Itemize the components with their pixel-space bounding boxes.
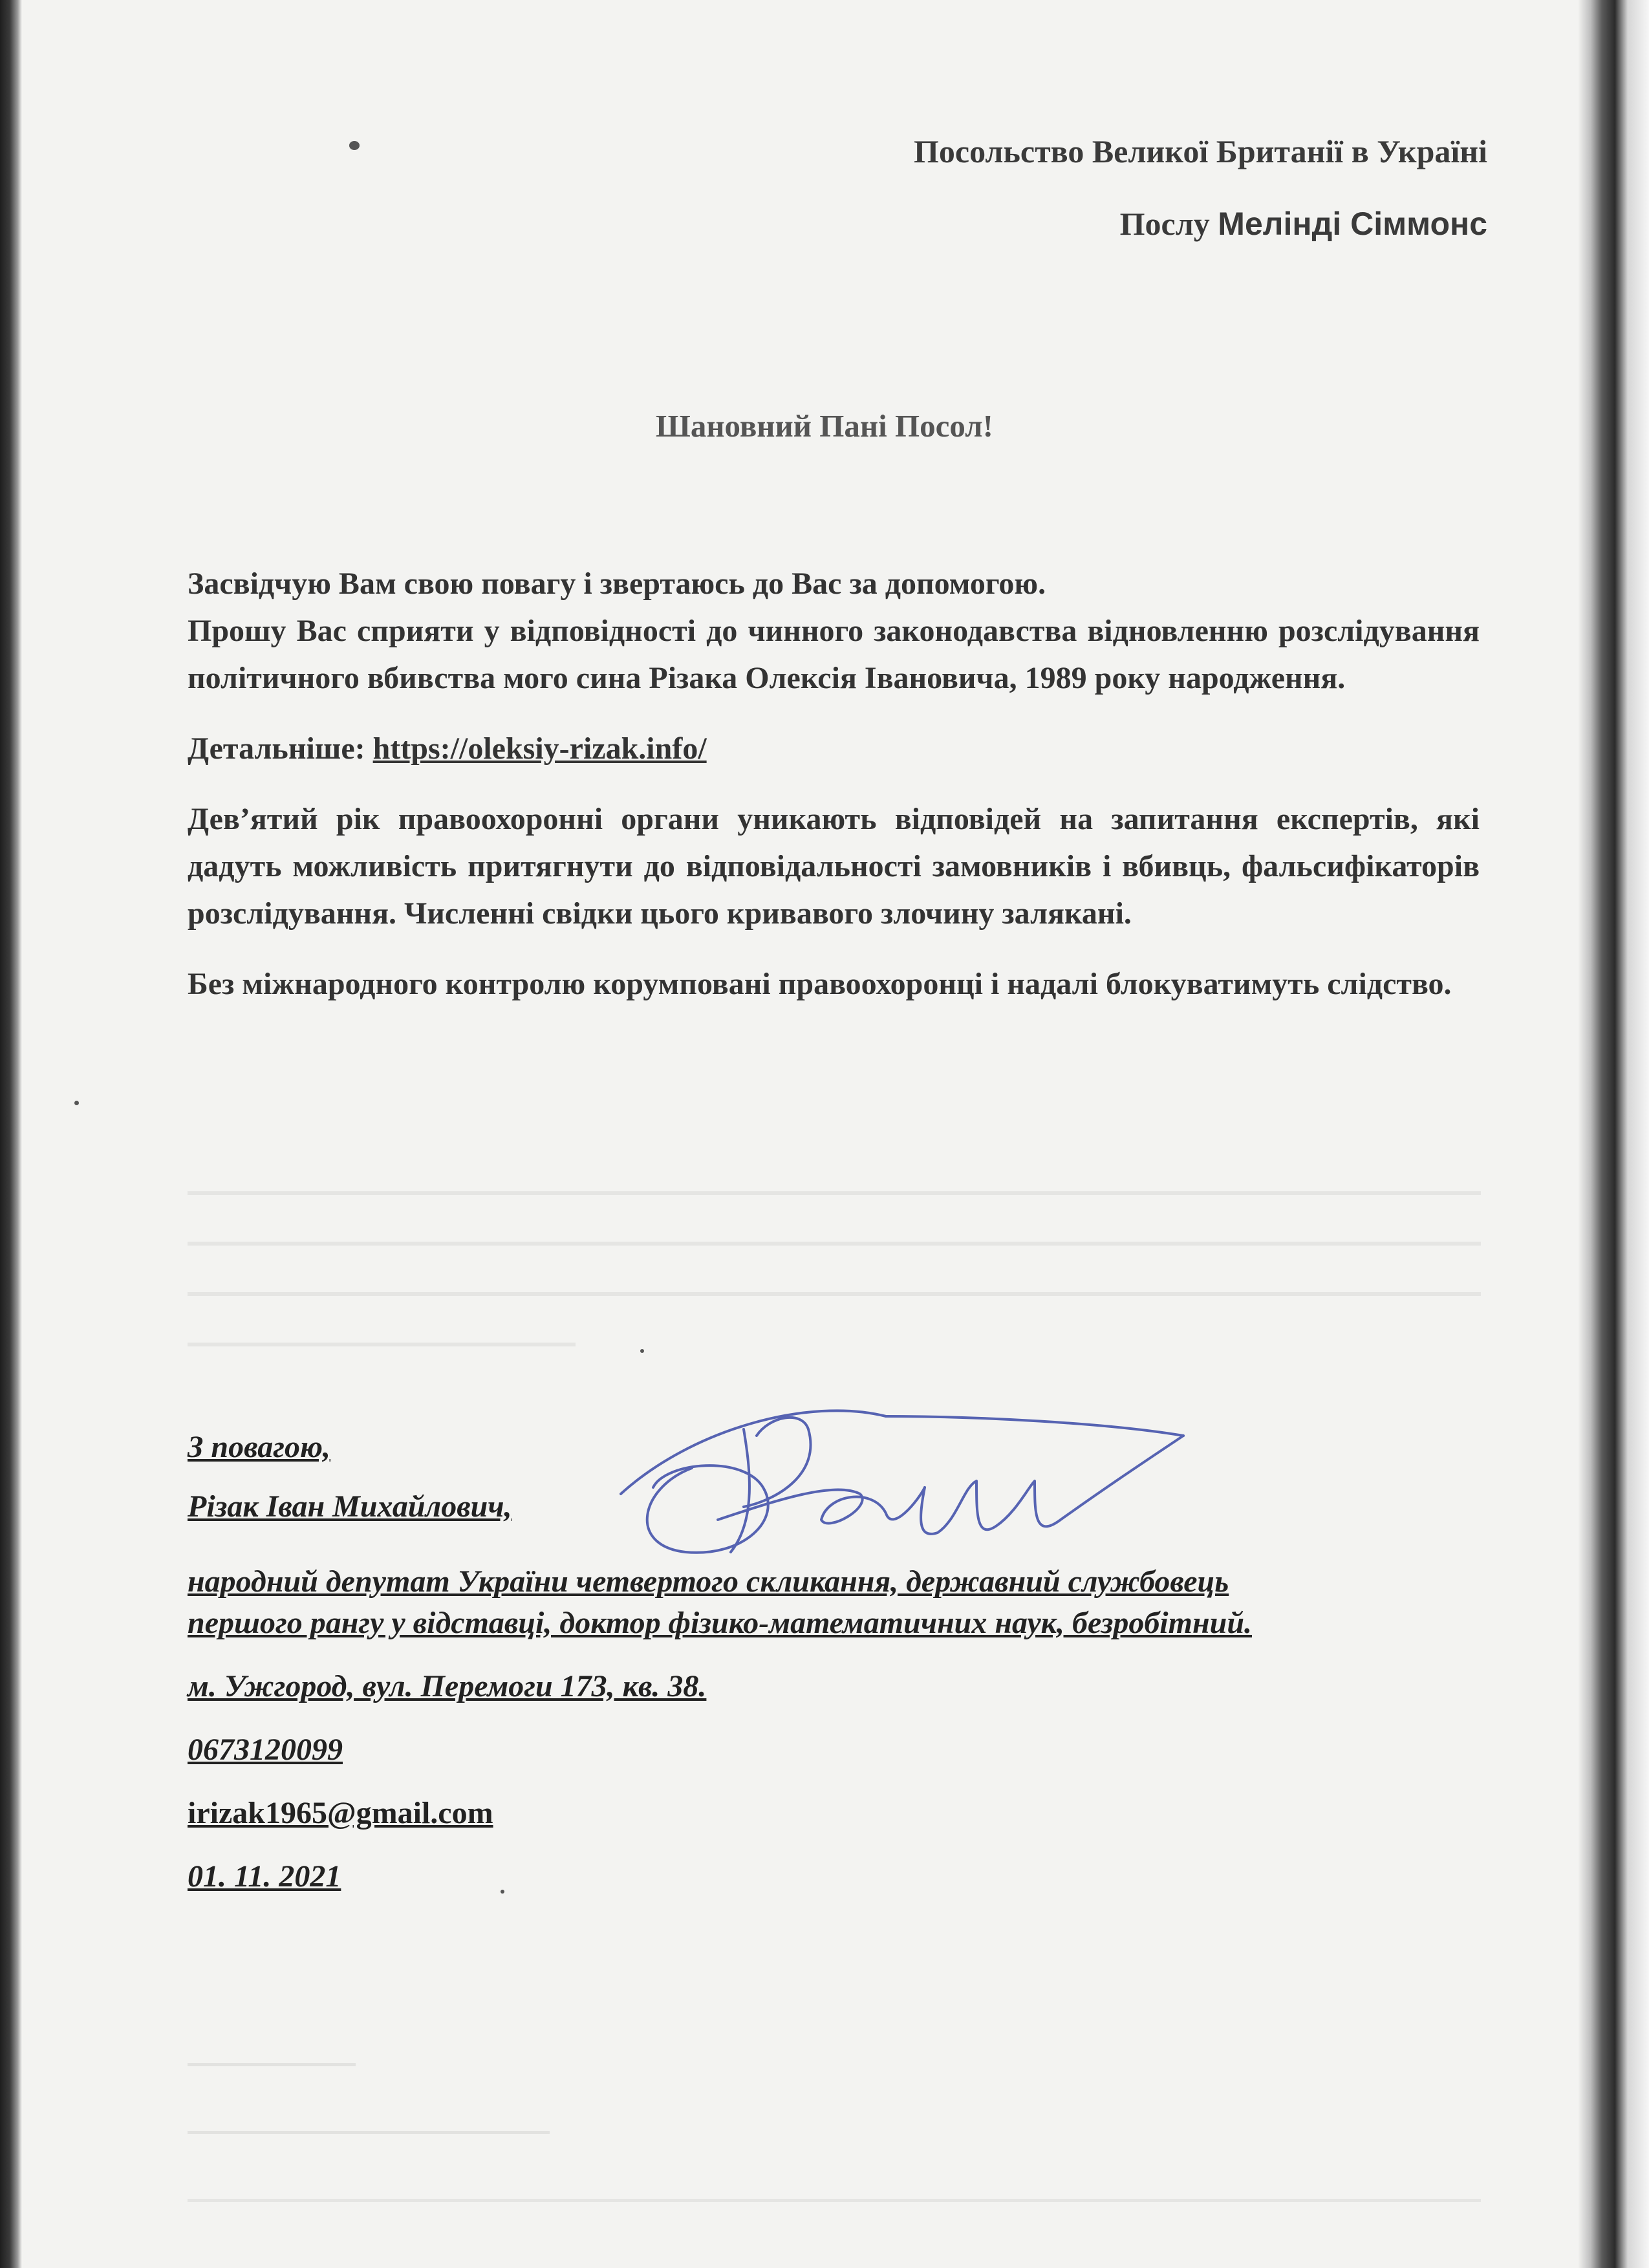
addressee-ambassador: [914, 188, 1487, 260]
paragraph-request: [188, 560, 1480, 607]
bleed-through-ghost: [188, 1145, 1481, 1346]
scan-speck: [501, 1890, 504, 1894]
signer-title-line1: народний депутат України четвертого скликання, державний службовець: [188, 1564, 1229, 1599]
signer-address: м. Ужгород, вул. Перемоги 173, кв. 38.: [188, 1669, 707, 1703]
closing-block: [188, 1429, 1494, 1922]
scan-edge-left: [0, 0, 22, 2268]
paragraph-respect: Засвідчую Вам свою повагу і звертаюсь до Вас за допомогою.: [188, 567, 1046, 601]
signer-email[interactable]: irizak1965@gmail.com: [188, 1796, 493, 1830]
paragraph-request-text: Прошу Вас сприяти у відповідності до чинного законодавства відновленню розслідування політичного вбивства мого сина Різака Олексія Івановича, 1989 року народження.: [188, 614, 1480, 695]
signer-name: Різак Іван Михайлович,: [188, 1489, 512, 1524]
addressee-prefix: Послу: [1119, 206, 1218, 242]
signer-phone: 0673120099: [188, 1733, 343, 1767]
closing-regards: З повагою,: [188, 1430, 330, 1464]
salutation: Шановний Пані Посол!: [656, 408, 993, 444]
letter-body: [188, 560, 1480, 1031]
details-link[interactable]: https://oleksiy-rizak.info/: [372, 731, 707, 766]
letter-date: 01. 11. 2021: [188, 1859, 341, 1894]
details-label: Детальніше:: [188, 731, 373, 766]
addressee-embassy: Посольство Великої Британії в Україні: [913, 133, 1487, 169]
paragraph-control: Без міжнародного контролю корумповані правоохоронці і надалі блокуватимуть слідство.: [188, 967, 1452, 1001]
signer-title-line2: першого рангу у відставці, доктор фізико-математичних наук, безробітний.: [188, 1606, 1253, 1640]
scan-edge-right: [1578, 0, 1649, 2268]
paragraph-investigation: Дев’ятий рік правоохоронні органи уникають відповідей на запитання експертів, які дадуть можливість притягнути до відповідальності замовників і вбивць, фальсифікаторів розслідування. Численні свідки цього кривавого злочину залякані.: [188, 802, 1480, 931]
paragraph-details: [188, 725, 1480, 772]
scan-speck: [74, 1101, 79, 1105]
scan-speck: [349, 141, 360, 150]
addressee-block: [914, 115, 1487, 260]
ambassador-name: Мелінді Сіммонс: [1218, 206, 1487, 242]
bleed-through-ghost-lower: [188, 2011, 1481, 2202]
scan-speck: [640, 1349, 644, 1353]
